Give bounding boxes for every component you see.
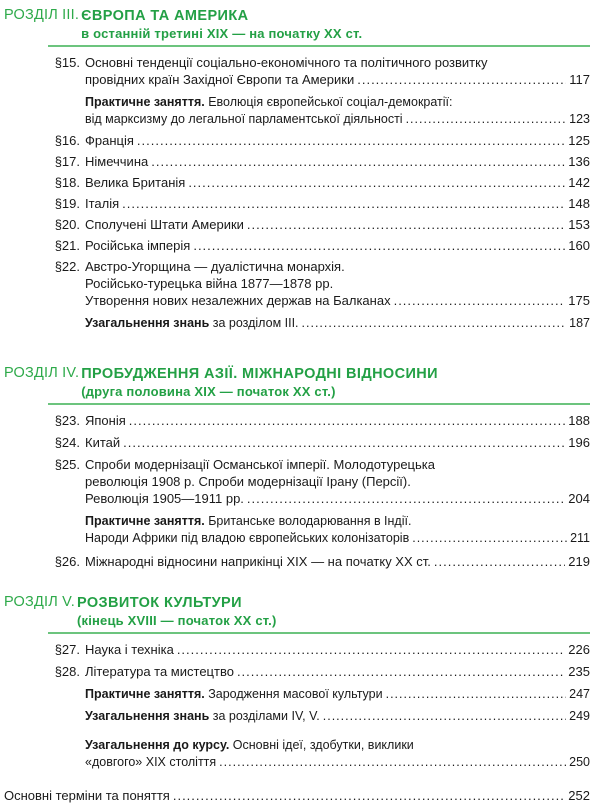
leader-dots [323, 708, 566, 725]
section-subtitle: в останній третині XIX — на початку XX ст. [81, 26, 363, 41]
toc-entry[interactable] [4, 195, 590, 212]
entry-text [85, 686, 590, 703]
leader-dots [357, 71, 566, 88]
paragraph-number: §19. [54, 196, 80, 211]
entry-line [85, 94, 590, 111]
paragraph-number: §21. [54, 238, 80, 253]
entry-line-text: Міжнародні відносини наприкінці XIX — на початку XX ст. [85, 554, 431, 569]
leader-dots [173, 787, 565, 804]
toc-entry[interactable] [4, 412, 590, 429]
entry-line [85, 71, 590, 88]
page-number: 188 [568, 413, 590, 428]
summary-entry[interactable] [4, 315, 590, 332]
entry-line [85, 737, 590, 754]
toc-section [4, 7, 590, 332]
entry-line [85, 275, 590, 292]
entry-text [85, 737, 590, 771]
entry-line-text: Сполучені Штати Америки [85, 217, 244, 232]
paragraph-number: §26. [54, 554, 80, 569]
entry-line [85, 132, 590, 149]
paragraph-number: §20. [54, 217, 80, 232]
summary-entry[interactable] [4, 708, 590, 725]
leader-dots [123, 434, 565, 451]
section-divider [48, 45, 590, 47]
entry-line-text: Народи Африки під владою європейських колонізаторів [85, 531, 410, 545]
leader-dots [129, 412, 566, 429]
entry-bold-lead: Узагальнення до курсу. [85, 738, 230, 752]
entry-line [85, 473, 590, 490]
entry-line-text: Революція 1905—1911 рр. [85, 491, 244, 506]
entry-line-text [85, 94, 453, 111]
practical-entry[interactable] [4, 686, 590, 703]
entry-line [85, 513, 590, 530]
page-number: 125 [568, 133, 590, 148]
page-number: 160 [568, 238, 590, 253]
toc-entry[interactable] [4, 641, 590, 658]
entry-line-text: Японія [85, 413, 126, 428]
leader-dots [188, 174, 565, 191]
leader-dots [177, 641, 565, 658]
section-divider [48, 403, 590, 405]
leader-dots [219, 754, 566, 771]
page-number: 219 [568, 554, 590, 569]
entry-text [85, 663, 590, 680]
entry-text [85, 153, 590, 170]
paragraph-number: §28. [54, 664, 80, 679]
section-title: РОЗВИТОК КУЛЬТУРИ [76, 595, 242, 611]
entry-line-text: Утворення нових незалежних держав на Балканах [85, 293, 391, 308]
entry-text [85, 54, 590, 88]
leader-dots [412, 530, 567, 547]
entry-line-text: Німеччина [85, 154, 149, 169]
entry-bold-lead: Практичне заняття. [85, 687, 205, 701]
practical-entry[interactable] [4, 513, 590, 547]
entry-line [85, 195, 590, 212]
entry-line [85, 686, 590, 703]
paragraph-number: §27. [54, 642, 80, 657]
entry-line [85, 663, 590, 680]
entry-line [85, 54, 590, 71]
toc-entry[interactable] [4, 434, 590, 451]
leader-dots [247, 216, 565, 233]
entry-line-text: Австро-Угорщина — дуалістична монархія. [85, 259, 345, 274]
entry-line-text: Російська імперія [85, 238, 191, 253]
entry-line-text [85, 315, 299, 332]
toc-entry[interactable] [4, 456, 590, 507]
section-title: ЄВРОПА ТА АМЕРИКА [81, 8, 249, 24]
paragraph-number: §16. [54, 133, 80, 148]
paragraph-number: §23. [54, 413, 80, 428]
leader-dots [302, 315, 567, 332]
section-label: РОЗДІЛ IV. [4, 365, 80, 381]
entry-line [85, 315, 590, 332]
section-entries [4, 641, 590, 771]
section-header [4, 594, 590, 629]
page-number: 196 [568, 435, 590, 450]
paragraph-number: §18. [54, 175, 80, 190]
entry-text [85, 641, 590, 658]
toc-entry[interactable] [4, 663, 590, 680]
entry-lead-rest: за розділом III. [209, 316, 299, 330]
entry-text [85, 132, 590, 149]
toc-entry[interactable] [4, 174, 590, 191]
entry-line-text [85, 513, 411, 530]
entry-text [85, 434, 590, 451]
entry-bold-lead: Практичне заняття. [85, 95, 205, 109]
entry-line-text: Наука і техніка [85, 642, 174, 657]
page-number: 117 [569, 72, 590, 87]
entry-line [85, 434, 590, 451]
page-number: 187 [569, 316, 590, 330]
leader-dots [151, 153, 565, 170]
paragraph-number: §17. [54, 154, 80, 169]
page-number: 235 [568, 664, 590, 679]
page-number: 204 [568, 491, 590, 506]
entry-line-text: Російсько-турецька війна 1877—1878 рр. [85, 276, 334, 291]
entry-text [85, 315, 590, 332]
page-number: 247 [569, 687, 590, 701]
page-number: 226 [568, 642, 590, 657]
entry-text [85, 412, 590, 429]
page-number: 250 [569, 755, 590, 769]
entry-line-text [85, 737, 414, 754]
section-entries [4, 54, 590, 332]
entry-text [85, 258, 590, 309]
toc-entry[interactable] [4, 132, 590, 149]
section-entries [4, 412, 590, 570]
entry-line [85, 641, 590, 658]
entry-bold-lead: Узагальнення знань [85, 316, 210, 330]
entry-text [85, 195, 590, 212]
entry-line [85, 292, 590, 309]
entry-text [85, 708, 590, 725]
entry-line-text: Спроби модернізації Османської імперії. Молодотурецька [85, 457, 435, 472]
page-number: 249 [569, 709, 590, 723]
toc-entry[interactable] [4, 216, 590, 233]
entry-text [85, 456, 590, 507]
toc-section [4, 365, 590, 570]
section-label: РОЗДІЛ V. [4, 594, 75, 610]
leader-dots [386, 686, 567, 703]
entry-line [85, 754, 590, 771]
paragraph-number: §25. [54, 457, 80, 472]
entry-line-text: Італія [85, 196, 120, 211]
entry-text [85, 513, 590, 547]
entry-text [85, 237, 590, 254]
section-subtitle: (кінець XVIII — початок XX ст.) [76, 613, 277, 628]
leader-dots [406, 111, 567, 128]
section-header [4, 7, 590, 42]
entry-line-text [85, 686, 383, 703]
paragraph-number: §22. [54, 259, 80, 274]
entry-line-text: Китай [85, 435, 121, 450]
entry-line [85, 174, 590, 191]
entry-line [85, 530, 590, 547]
toc-entry[interactable] [4, 54, 590, 88]
leader-dots [122, 195, 565, 212]
entry-line [85, 111, 590, 128]
entry-line [85, 258, 590, 275]
entry-line [85, 216, 590, 233]
paragraph-number: §15. [54, 55, 80, 70]
leader-dots [137, 132, 565, 149]
entry-line-text: Велика Британія [85, 175, 186, 190]
entry-text [85, 216, 590, 233]
practical-entry[interactable] [4, 94, 590, 128]
glossary-entry[interactable] [4, 787, 590, 804]
toc-entry[interactable] [4, 153, 590, 170]
toc-entry[interactable] [4, 553, 590, 570]
entry-line [85, 708, 590, 725]
entry-line [85, 412, 590, 429]
entry-line-text: Основні тенденції соціально-економічного та політичного розвитку [85, 55, 488, 70]
page-number: 175 [568, 293, 590, 308]
toc-entry[interactable] [4, 258, 590, 309]
page-number: 153 [568, 217, 590, 232]
entry-lead-rest: Зародження масової культури [204, 687, 383, 701]
entry-line [85, 553, 590, 570]
entry-bold-lead: Практичне заняття. [85, 514, 205, 528]
entry-line-text: від марксизму до легальної парламентської діяльності [85, 112, 403, 126]
section-titles [81, 7, 362, 42]
leader-dots [193, 237, 565, 254]
section-titles [81, 365, 438, 400]
section-titles [77, 594, 277, 629]
entry-text [85, 174, 590, 191]
leader-dots [247, 490, 565, 507]
glossary-text: Основні терміни та поняття [4, 788, 170, 803]
section-label: РОЗДІЛ III. [4, 7, 80, 23]
entry-line-text: революція 1908 р. Спроби модернізації Ірану (Персії). [85, 474, 411, 489]
leader-dots [434, 553, 565, 570]
toc-section [4, 594, 590, 771]
toc-entry[interactable] [4, 237, 590, 254]
paragraph-number: §24. [54, 435, 80, 450]
entry-line-text: провідних країн Західної Європи та Америки [85, 72, 355, 87]
leader-dots [237, 663, 565, 680]
entry-text [85, 553, 590, 570]
entry-line-text: Література та мистецтво [85, 664, 234, 679]
entry-lead-rest: Еволюція європейської соціал-демократії: [204, 95, 453, 109]
course-entry[interactable] [4, 737, 590, 771]
page-number: 211 [570, 531, 590, 545]
entry-lead-rest: за розділами IV, V. [209, 709, 320, 723]
entry-line [85, 237, 590, 254]
section-subtitle: (друга половина XIX — початок XX ст.) [81, 384, 336, 399]
entry-line [85, 456, 590, 473]
entry-line-text [85, 708, 320, 725]
glossary-page-number: 252 [568, 788, 590, 803]
section-header [4, 365, 590, 400]
entry-line-text: «довгого» XIX століття [85, 755, 217, 769]
entry-text [85, 94, 590, 128]
section-divider [48, 632, 590, 634]
section-title: ПРОБУДЖЕННЯ АЗІЇ. МІЖНАРОДНІ ВІДНОСИНИ [81, 366, 439, 382]
leader-dots [394, 292, 566, 309]
entry-line [85, 153, 590, 170]
entry-line [85, 490, 590, 507]
page-number: 148 [568, 196, 590, 211]
page-number: 142 [568, 175, 590, 190]
entry-lead-rest: Британське володарювання в Індії. [204, 514, 412, 528]
page-number: 136 [568, 154, 590, 169]
page-number: 123 [569, 112, 590, 126]
entry-lead-rest: Основні ідеї, здобутки, виклики [229, 738, 414, 752]
entry-line-text: Франція [85, 133, 134, 148]
entry-bold-lead: Узагальнення знань [85, 709, 210, 723]
